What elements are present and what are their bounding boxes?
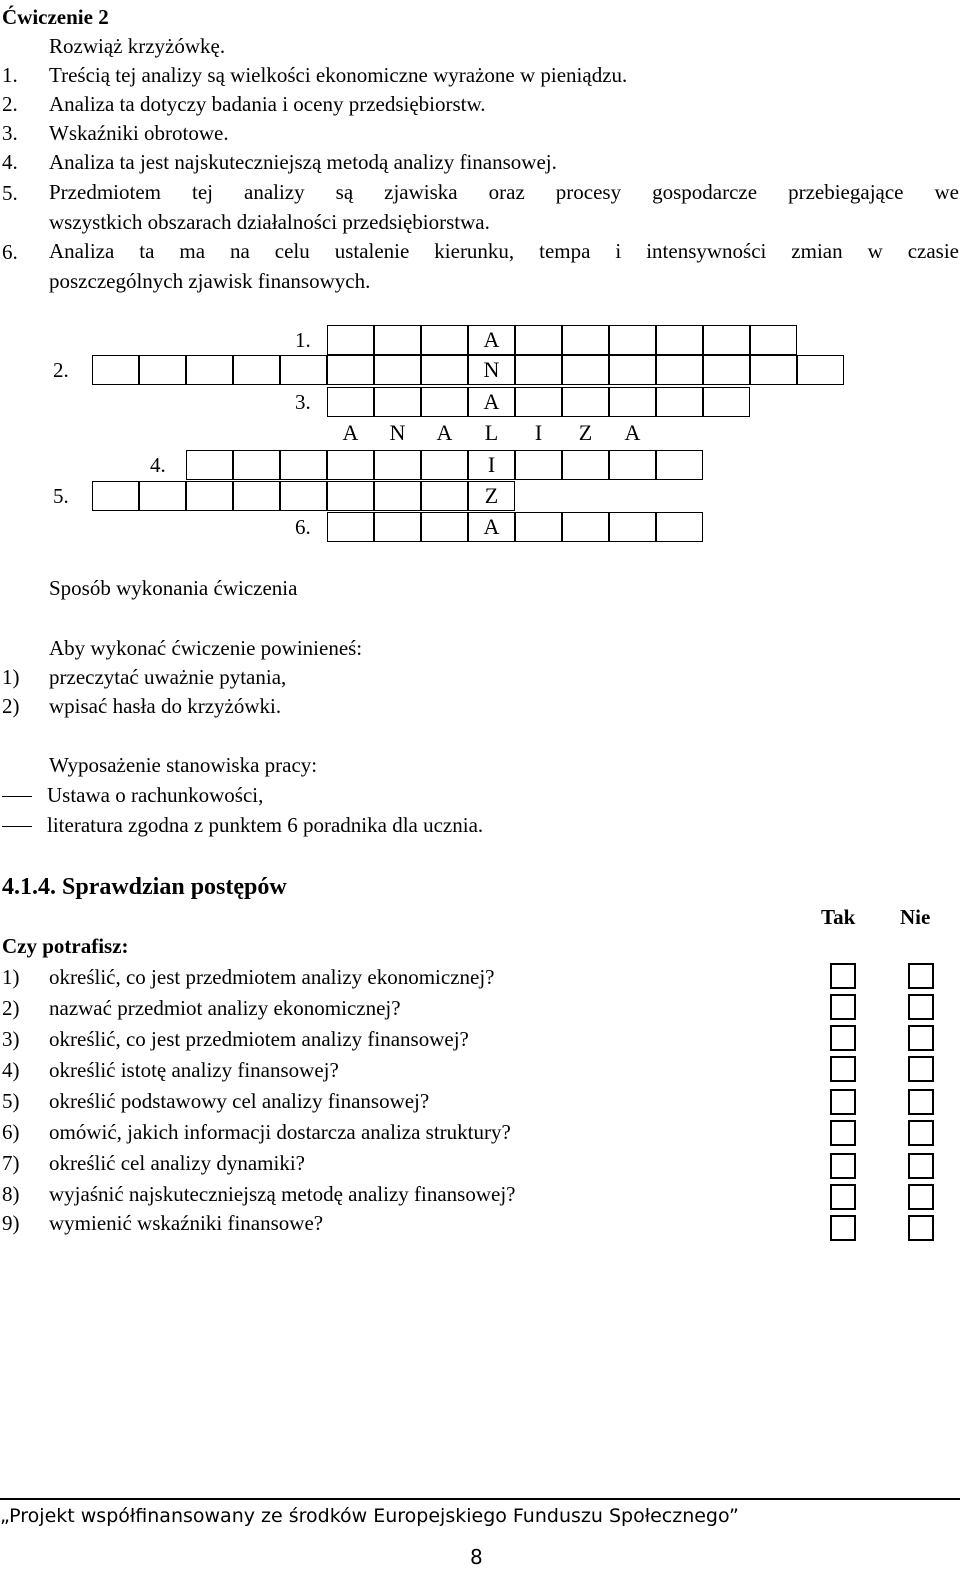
clue-number: 3. [2,121,18,145]
crossword-cell[interactable]: A [468,512,515,542]
clue-number: 5. [2,181,18,205]
crossword-cell[interactable] [186,450,233,480]
step-number: 2) [2,694,20,718]
crossword-cell[interactable]: A [468,387,515,417]
crossword-cell[interactable] [327,450,374,480]
crossword-cell[interactable] [515,355,562,385]
dash-bullet [2,826,32,827]
clue-text: Wskaźniki obrotowe. [49,121,229,145]
crossword-cell[interactable] [186,355,233,385]
crossword-cell[interactable] [374,355,421,385]
crossword-clue-label: 2. [53,358,69,382]
crossword-cell[interactable] [233,355,280,385]
crossword-cell[interactable] [609,387,656,417]
item-text: określić podstawowy cel analizy finansowej? [49,1089,430,1113]
clue-text: poszczególnych zjawisk finansowych. [49,269,371,293]
yes-checkbox[interactable] [830,963,856,989]
column-header-yes: Tak [821,905,856,929]
yes-checkbox[interactable] [830,1056,856,1082]
keyword-letter: A [436,420,453,445]
crossword-cell[interactable] [515,325,562,355]
crossword-cell[interactable] [421,450,468,480]
step-number: 1) [2,665,20,689]
crossword-cell[interactable]: Z [468,481,515,511]
clue-number: 6. [2,240,18,264]
no-checkbox[interactable] [908,1025,934,1051]
method-intro: Aby wykonać ćwiczenie powinieneś: [49,636,363,660]
crossword-cell[interactable] [421,481,468,511]
item-text: nazwać przedmiot analizy ekonomicznej? [49,996,401,1020]
equipment-heading: Wyposażenie stanowiska pracy: [49,753,318,777]
crossword-cell[interactable] [233,481,280,511]
item-number: 3) [2,1027,20,1051]
item-text: określić cel analizy dynamiki? [49,1151,305,1175]
crossword-clue-label: 4. [150,453,166,477]
no-checkbox[interactable] [908,994,934,1020]
crossword-cell[interactable] [656,325,703,355]
item-number: 9) [2,1211,20,1235]
crossword-cell[interactable] [139,355,186,385]
crossword-cell[interactable] [609,355,656,385]
keyword-letter: A [624,420,641,445]
crossword-clue-label: 3. [295,390,311,414]
yes-checkbox[interactable] [830,1120,856,1146]
exercise-title: Ćwiczenie 2 [2,5,109,29]
crossword-cell[interactable] [421,512,468,542]
crossword-cell[interactable] [374,387,421,417]
progress-heading: 4.1.4. Sprawdzian postępów [2,874,287,900]
crossword-clue-label: 6. [295,515,311,539]
item-text: określić, co jest przedmiotem analizy ekonomicznej? [49,965,495,989]
crossword-cell[interactable] [327,481,374,511]
dash-bullet [2,796,32,797]
item-text: wyjaśnić najskuteczniejszą metodę analizy finansowej? [49,1182,516,1206]
clue-text: Przedmiotem tej analizy są zjawiska oraz procesy gospodarcze przebiegające we [49,180,959,204]
item-number: 4) [2,1058,20,1082]
item-text: wymienić wskaźniki finansowe? [49,1211,324,1235]
crossword-cell[interactable] [92,355,139,385]
crossword-cell[interactable] [562,450,609,480]
crossword-cell[interactable] [656,450,703,480]
method-heading: Sposób wykonania ćwiczenia [49,576,298,600]
crossword-cell[interactable] [327,325,374,355]
progress-question: Czy potrafisz: [2,934,129,958]
step-text: wpisać hasła do krzyżówki. [49,694,282,718]
no-checkbox[interactable] [908,1215,934,1241]
crossword-clue-label: 5. [53,484,69,508]
clue-text: Treścią tej analizy są wielkości ekonomiczne wyrażone w pieniądzu. [49,63,628,87]
crossword-cell[interactable] [750,325,797,355]
crossword-cell[interactable] [703,355,750,385]
crossword-clue-label: 1. [295,328,311,352]
no-checkbox[interactable] [908,1153,934,1179]
crossword-cell[interactable] [374,325,421,355]
item-text: określić istotę analizy finansowej? [49,1058,339,1082]
step-text: przeczytać uważnie pytania, [49,665,287,689]
item-text: określić, co jest przedmiotem analizy finansowej? [49,1027,469,1051]
crossword-cell[interactable] [797,355,844,385]
crossword-cell[interactable] [374,512,421,542]
crossword-cell[interactable] [609,450,656,480]
crossword-cell[interactable] [233,450,280,480]
crossword-cell[interactable] [280,355,327,385]
footer-rule [0,1498,960,1500]
crossword-cell[interactable]: I [468,450,515,480]
crossword-cell[interactable] [327,355,374,385]
item-number: 5) [2,1089,20,1113]
crossword-cell[interactable] [562,512,609,542]
clue-number: 2. [2,92,18,116]
no-checkbox[interactable] [908,1089,934,1115]
yes-checkbox[interactable] [830,1215,856,1241]
column-header-no: Nie [900,905,931,929]
equipment-item: literatura zgodna z punktem 6 poradnika dla ucznia. [47,813,484,837]
item-number: 2) [2,996,20,1020]
clue-text: Analiza ta jest najskuteczniejszą metodą analizy finansowej. [49,150,557,174]
clue-number: 1. [2,63,18,87]
crossword-cell[interactable] [280,481,327,511]
no-checkbox[interactable] [908,963,934,989]
page-number: 8 [470,1545,483,1569]
yes-checkbox[interactable] [830,1184,856,1210]
keyword-letter: N [389,420,406,445]
item-number: 1) [2,965,20,989]
crossword-cell[interactable] [186,481,233,511]
crossword-cell[interactable] [421,355,468,385]
crossword-cell[interactable] [656,512,703,542]
footer-text: „Projekt współfinansowany ze środków Europejskiego Funduszu Społecznego” [0,1505,739,1527]
crossword-cell[interactable] [374,450,421,480]
crossword-cell[interactable] [374,481,421,511]
yes-checkbox[interactable] [830,994,856,1020]
crossword-cell[interactable] [562,355,609,385]
crossword-cell[interactable] [327,387,374,417]
crossword-cell[interactable] [421,387,468,417]
clue-text: Analiza ta ma na celu ustalenie kierunku, tempa i intensywności zmian w czasie [49,239,959,263]
crossword-cell[interactable] [421,325,468,355]
crossword-cell[interactable] [609,325,656,355]
exercise-instruction: Rozwiąż krzyżówkę. [49,34,226,58]
yes-checkbox[interactable] [830,1025,856,1051]
crossword-cell[interactable] [92,481,139,511]
crossword-cell[interactable] [609,512,656,542]
clue-text: wszystkich obszarach działalności przedsiębiorstwa. [49,210,490,234]
crossword-cell[interactable] [327,512,374,542]
crossword-cell[interactable] [750,355,797,385]
crossword-cell[interactable] [139,481,186,511]
keyword-letter: I [534,420,543,445]
crossword-cell[interactable] [280,450,327,480]
item-number: 8) [2,1182,20,1206]
no-checkbox[interactable] [908,1120,934,1146]
clue-number: 4. [2,150,18,174]
yes-checkbox[interactable] [830,1153,856,1179]
clue-text: Analiza ta dotyczy badania i oceny przedsiębiorstw. [49,92,486,116]
crossword-cell[interactable] [703,325,750,355]
crossword-cell[interactable]: N [468,355,515,385]
crossword-cell[interactable] [515,512,562,542]
crossword-cell[interactable] [656,387,703,417]
item-text: omówić, jakich informacji dostarcza analiza struktury? [49,1120,511,1144]
keyword-letter: Z [578,420,593,445]
keyword-letter: A [342,420,359,445]
equipment-item: Ustawa o rachunkowości, [47,783,264,807]
item-number: 7) [2,1151,20,1175]
crossword-cell[interactable] [515,387,562,417]
no-checkbox[interactable] [908,1056,934,1082]
crossword-cell[interactable] [656,355,703,385]
crossword-cell[interactable] [703,387,750,417]
keyword-letter: L [484,420,499,445]
crossword-cell[interactable] [515,450,562,480]
item-number: 6) [2,1120,20,1144]
yes-checkbox[interactable] [830,1089,856,1115]
crossword-cell[interactable] [562,387,609,417]
no-checkbox[interactable] [908,1184,934,1210]
crossword-cell[interactable] [562,325,609,355]
crossword-cell[interactable]: A [468,325,515,355]
